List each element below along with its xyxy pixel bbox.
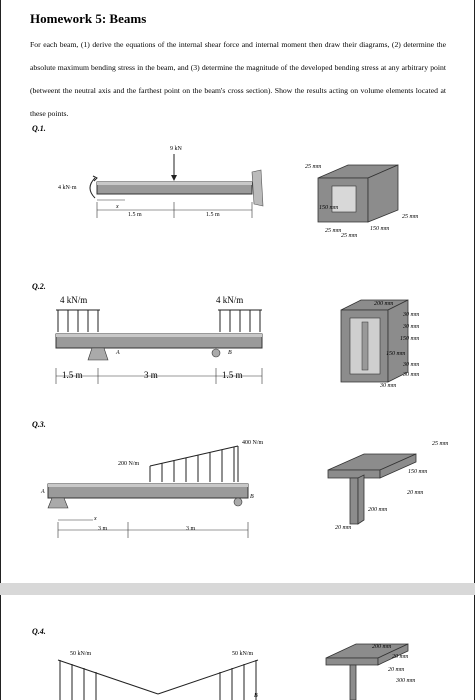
q4-beam-figure bbox=[48, 654, 278, 700]
q4-triangular-load bbox=[58, 660, 258, 700]
q2-support-a-label: A bbox=[116, 350, 120, 356]
q3-pin-support-a bbox=[48, 498, 68, 508]
q1-point-load-label: 9 kN bbox=[170, 146, 182, 152]
q2-dim1-label: 1.5 m bbox=[62, 370, 83, 380]
q3-roller-support-b bbox=[234, 498, 242, 506]
q3-section-dim-4: 200 mm bbox=[368, 507, 388, 513]
question-label-q1: Q.1. bbox=[32, 124, 46, 133]
q3-x-label: x bbox=[94, 516, 97, 522]
q2-section-dim-6: 30 mm bbox=[403, 362, 420, 368]
q1-section-dim-width: 150 mm bbox=[370, 226, 390, 232]
q4-left-load-label: 50 kN/m bbox=[70, 651, 92, 657]
q3-load-end-label: 400 N/m bbox=[242, 440, 264, 446]
q3-support-b-label: B bbox=[250, 494, 254, 500]
q1-moment-label: 4 kN·m bbox=[58, 185, 77, 191]
q1-wall-support bbox=[252, 170, 263, 206]
q1-dim2-label: 1.5 m bbox=[206, 212, 220, 218]
q2-cross-section-figure bbox=[336, 296, 436, 396]
q3-section-dim-3: 20 mm bbox=[407, 490, 424, 496]
q2-left-load-label: 4 kN/m bbox=[60, 295, 88, 305]
q3-dim2-label: 3 m bbox=[186, 526, 196, 532]
q1-section-dim-height: 150 mm bbox=[319, 205, 339, 211]
q2-section-dim-3: 30 mm bbox=[403, 324, 420, 330]
question-label-q3: Q.3. bbox=[32, 420, 46, 429]
q2-dim3-label: 1.5 m bbox=[222, 370, 243, 380]
q2-left-distributed-load bbox=[56, 310, 100, 332]
q3-linearly-varying-load bbox=[150, 446, 238, 482]
question-label-q2: Q.2. bbox=[32, 282, 46, 291]
q4-section-dim-3: 20 mm bbox=[388, 667, 405, 673]
q4-section-dim-2: 20 mm bbox=[392, 654, 409, 660]
q2-section-dim-4: 150 mm bbox=[400, 336, 420, 342]
q3-load-start-label: 200 N/m bbox=[118, 461, 140, 467]
q2-section-dim-2: 30 mm bbox=[403, 312, 420, 318]
q1-beam-figure bbox=[55, 140, 275, 235]
q1-section-dim-mid: 25 mm bbox=[341, 233, 358, 239]
q1-section-dim-right: 25 mm bbox=[402, 214, 419, 220]
q1-section-dim-top: 25 mm bbox=[305, 164, 322, 170]
q4-section-dim-1: 200 mm bbox=[372, 644, 392, 650]
question-label-q4: Q.4. bbox=[32, 627, 46, 636]
q1-cross-section-figure bbox=[308, 160, 408, 245]
q4-right-load-label: 50 kN/m bbox=[232, 651, 254, 657]
q3-beam-figure bbox=[38, 440, 278, 540]
q2-section-dim-5: 150 mm bbox=[386, 351, 406, 357]
q1-dim1-label: 1.5 m bbox=[128, 212, 142, 218]
page-left-border bbox=[0, 0, 1, 700]
q1-section-dim-left: 25 mm bbox=[325, 228, 342, 234]
q2-pin-support-a bbox=[88, 348, 108, 360]
q4-support-b-label: B bbox=[254, 693, 258, 699]
page-separator bbox=[0, 583, 475, 595]
q3-support-a-label: A bbox=[41, 489, 45, 495]
q2-section-dim-8: 30 mm bbox=[380, 383, 397, 389]
q2-support-b-label: B bbox=[228, 350, 232, 356]
q2-right-distributed-load bbox=[218, 310, 262, 332]
q2-section-dim-7: 30 mm bbox=[403, 372, 420, 378]
q3-dim1-label: 3 m bbox=[98, 526, 108, 532]
page-title: Homework 5: Beams bbox=[30, 11, 147, 26]
q3-section-dim-2: 150 mm bbox=[408, 469, 428, 475]
q2-right-load-label: 4 kN/m bbox=[216, 295, 244, 305]
q3-section-dim-5: 20 mm bbox=[335, 525, 352, 531]
q2-roller-support-b bbox=[212, 349, 220, 357]
q1-x-label: x bbox=[116, 204, 119, 210]
q2-section-dim-1: 200 mm bbox=[374, 301, 394, 307]
q3-section-dim-1: 25 mm bbox=[432, 441, 449, 447]
q2-dim2-label: 3 m bbox=[144, 370, 158, 380]
instructions-paragraph: For each beam, (1) derive the equations of the internal shear force and internal moment then draw their diagrams, (2) determine the absolute maximum bending stress in the beam, and (3) determine the magnitude of the developed bending stress at any arbitrary point (betweent the neutral axis and the farthest point on the beam's cross section). Show the results acting on volume elements located at these points. bbox=[30, 40, 446, 118]
q4-section-dim-4: 300 mm bbox=[396, 678, 416, 684]
